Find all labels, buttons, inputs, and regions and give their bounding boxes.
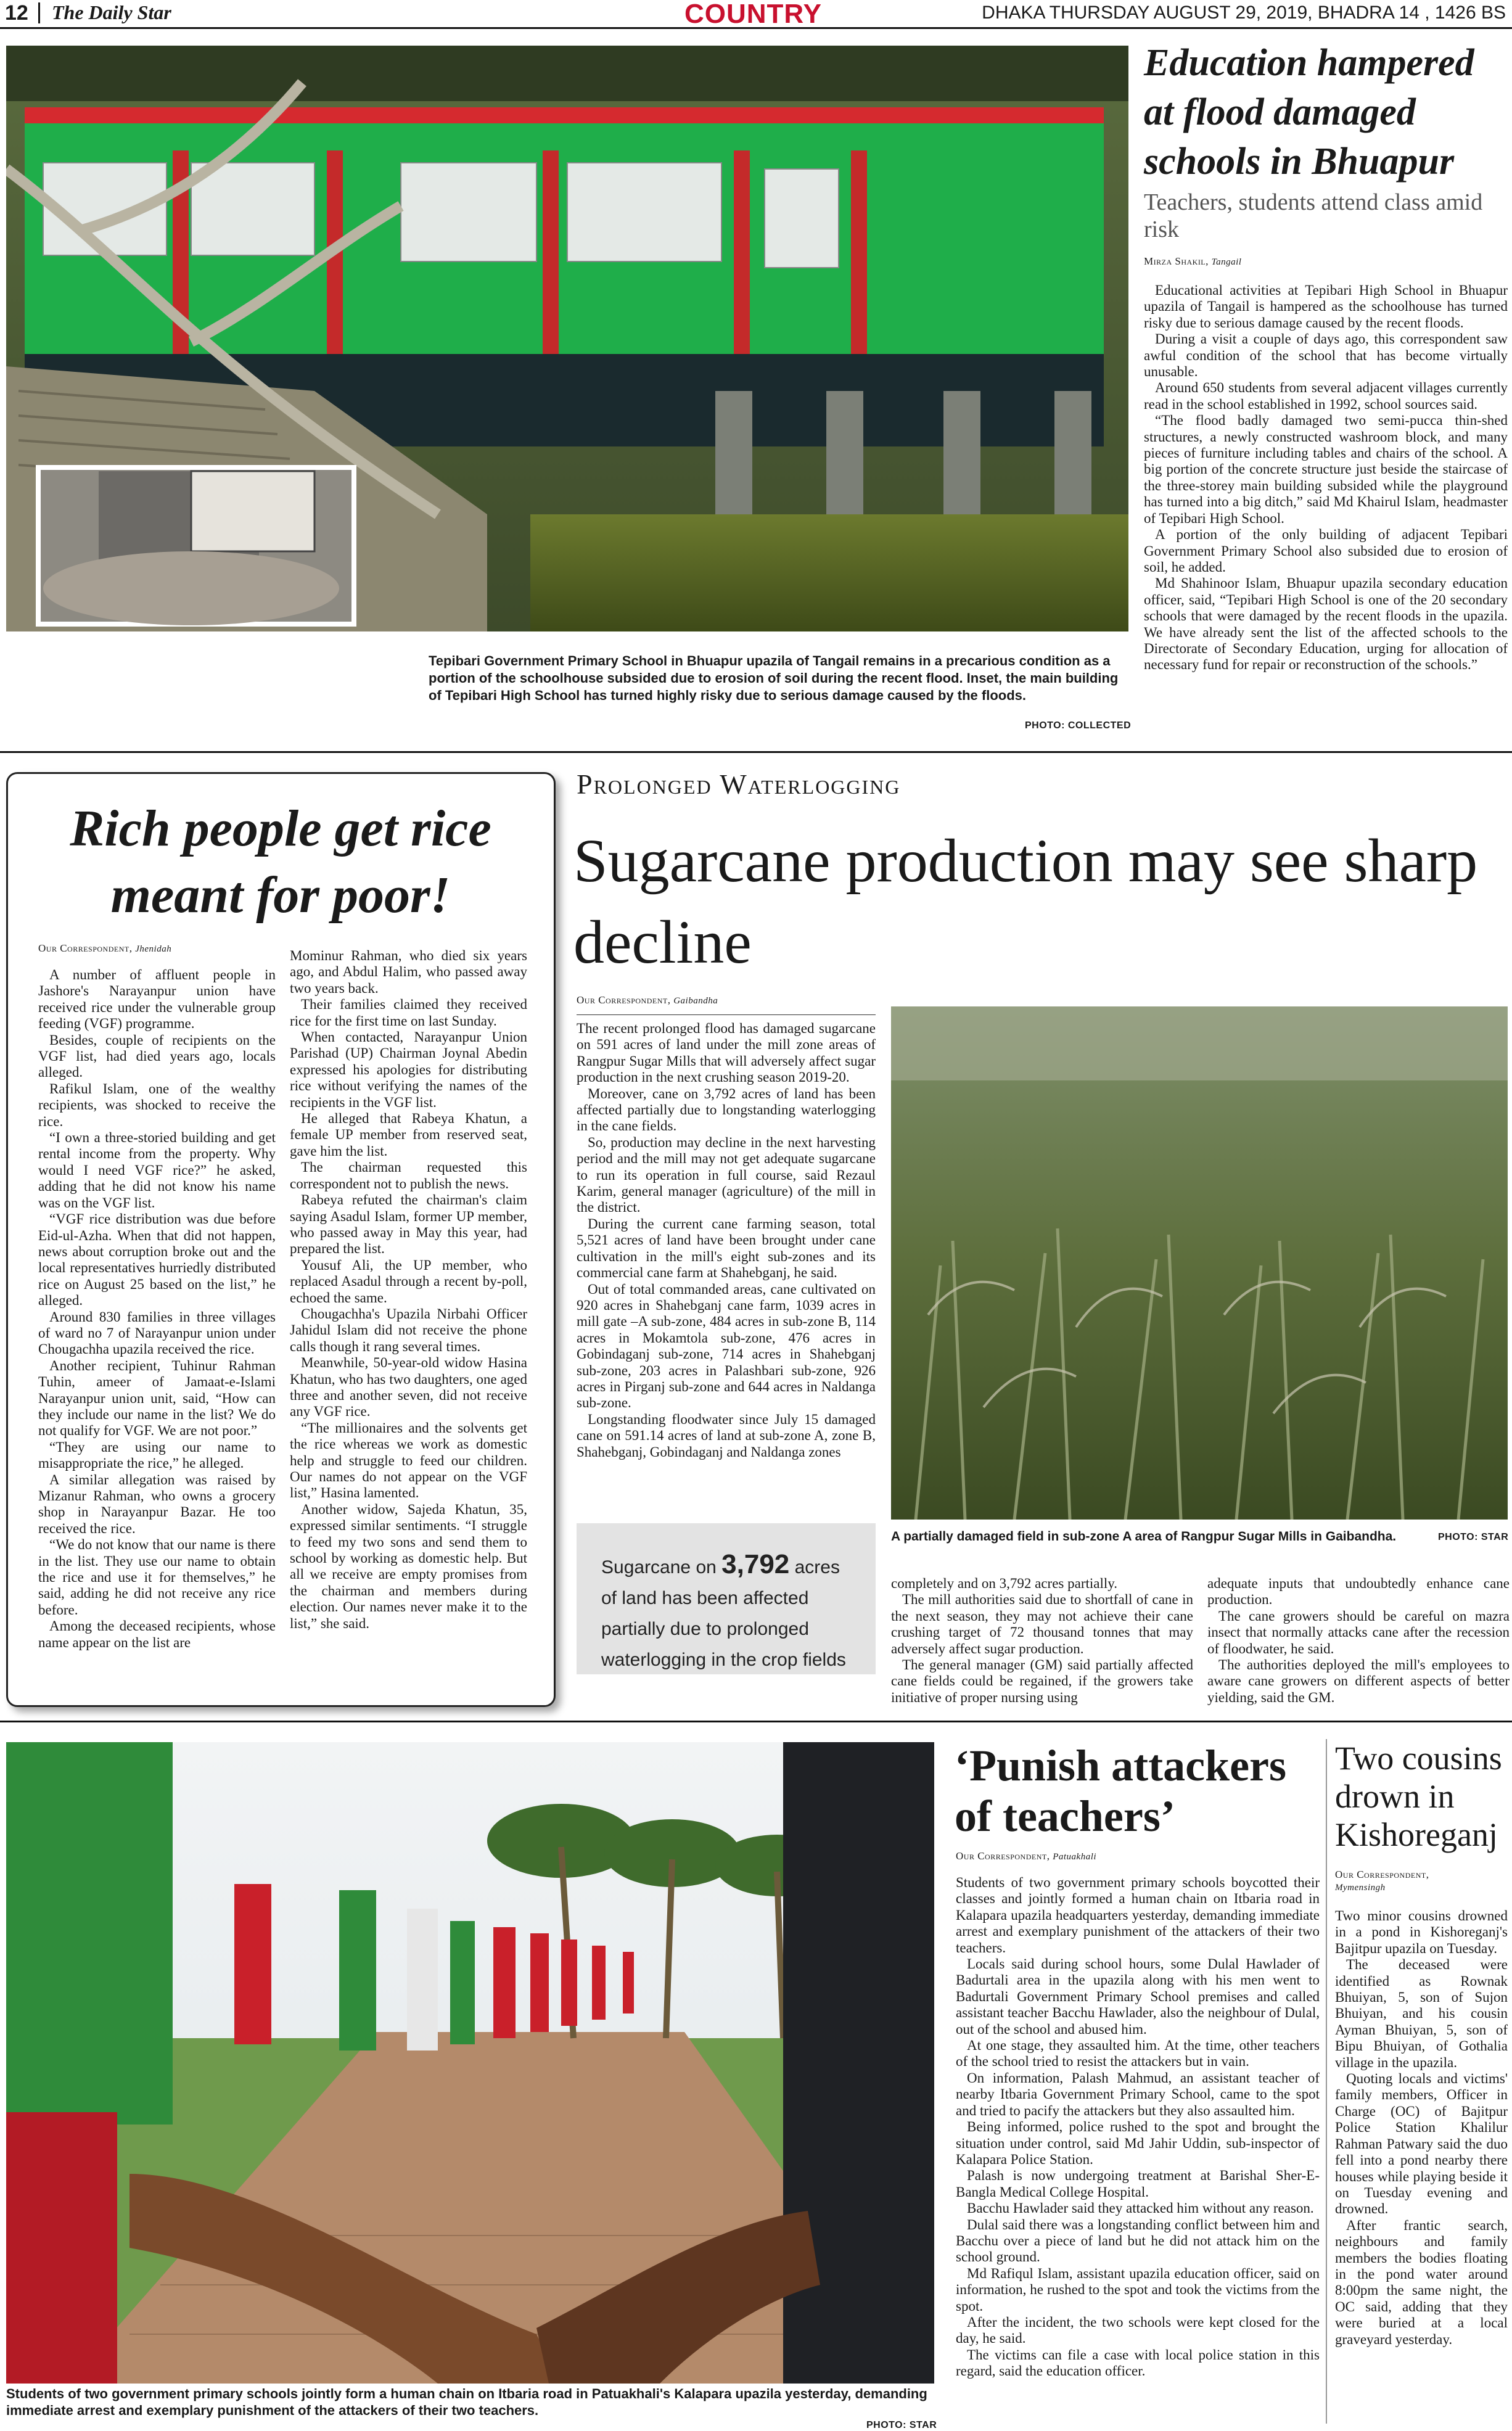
rice-paragraph: Yousuf Ali, the UP member, who replaced Asadul through a recent by-poll, echoed the same. bbox=[290, 1257, 527, 1306]
rice-paragraph: Chougachha's Upazila Nirbahi Officer Jahidul Islam did not receive the phone calls though it rang several times. bbox=[290, 1306, 527, 1354]
dateline: DHAKA THURSDAY AUGUST 29, 2019, BHADRA 14 , 1426 BS bbox=[982, 2, 1506, 23]
teachers-paragraph: Bacchu Hawlader said they attacked him without any reason. bbox=[967, 2200, 1314, 2216]
teachers-paragraph: Locals said during school hours, some Dulal Hawlader of Badurtali area in the upazila along with his men went to Badurtali Government Primary School premises and called assistant teacher Bacchu Hawlader, also the neighbour of Dulal, out of the school and abused him. bbox=[956, 1956, 1320, 2037]
school-paragraph: “The flood badly damaged two semi-pucca thin-shed structures, a newly constructed washroom block, and many pieces of furniture including tables and chairs of the school. A big portion of the concrete structure just beside the staircase of the three-storey main building subsided while the playground has turned into a big ditch,” said Md Khairul Islam, headmaster of Tepibari High School. bbox=[1144, 413, 1508, 526]
column-divider bbox=[1326, 1739, 1327, 2424]
sugar-paragraph: Longstanding floodwater since July 15 damaged cane on 591.14 acres of land at sub-zone A, zone B, Shahebganj, Gobindaganj and Naldanga zones bbox=[577, 1411, 876, 1460]
rice-paragraph: A number of affluent people in Jashore's Narayanpur union have received rice under the vulnerable group feeding (VGF) programme. bbox=[38, 967, 276, 1032]
rice-paragraph: “The millionaires and the solvents get the rice whereas we work as domestic help and struggle to feed our children. Our names do not appear on the VGF list,” Hasina lamented. bbox=[290, 1420, 527, 1501]
rice-paragraph: A similar allegation was raised by Mizanur Rahman, who owns a grocery shop in Narayanpur Bazar. He too received the rice. bbox=[38, 1471, 276, 1536]
rice-paragraph: “We do not know that our name is there in the list. They use our name to obtain the rice and use it for themselves,” he said, adding he did not receive any rice before. bbox=[38, 1537, 276, 1618]
cousins-headline: Two cousins drown in Kishoreganj bbox=[1335, 1740, 1502, 1853]
sugar-pullquote: Sugarcane on 3,792 acres of land has been affected partially due to prolonged waterlogging in the crop fields bbox=[601, 1549, 846, 1670]
rice-paragraph: Among the deceased recipients, whose name appear on the list are bbox=[38, 1618, 276, 1650]
school-subhead: Teachers, students attend class amid risk bbox=[1144, 189, 1483, 242]
teachers-paragraph: Being informed, police rushed to the spot and brought the situation under control, said Md Jahir Uddin, sub-inspector of Kalapara Police Station. bbox=[956, 2119, 1320, 2167]
rice-paragraph: When contacted, Narayanpur Union Parishad (UP) Chairman Joynal Abedin expressed his apologies for distributing rice without verifying the names of the recipients in the VGF list. bbox=[290, 1029, 527, 1110]
cousins-paragraph: Quoting locals and victims' family members, Officer in Charge (OC) of Bajitpur Police Station Khalilur Rahman Patwary said the duo fell into a pond nearby there houses while playing beside it on Tuesday evening and drowned. bbox=[1335, 2071, 1508, 2217]
school-paragraph: Around 650 students from several adjacent villages currently read in the school established in 1992, school sources said. bbox=[1144, 380, 1508, 412]
rice-column-1 bbox=[38, 967, 276, 1651]
cousins-paragraph: Two minor cousins drowned in a pond in Kishoreganj's Bajitpur upazila on Tuesday. bbox=[1335, 1908, 1508, 1956]
section-title: COUNTRY bbox=[684, 0, 822, 29]
rice-paragraph: He alleged that Rabeya Khatun, a female UP member from reserved seat, gave him the list. bbox=[290, 1111, 527, 1159]
sugar-paragraph: adequate inputs that undoubtedly enhance cane production. bbox=[1207, 1576, 1510, 1608]
section-rule bbox=[0, 1721, 1512, 1722]
human-chain-credit: PHOTO: STAR bbox=[866, 2420, 937, 2430]
teachers-paragraph: At one stage, they assaulted him. At the time, other teachers of the school tried to resist the attackers but in vain. bbox=[956, 2038, 1320, 2070]
human-chain-photo bbox=[6, 1742, 934, 2384]
rice-column-2 bbox=[290, 948, 527, 1632]
teachers-headline: ‘Punish attackers of teachers’ bbox=[955, 1741, 1286, 1841]
rice-byline: Our Correspondent, Jhenidah bbox=[38, 942, 172, 954]
sugar-paragraph: The general manager (GM) said partially affected cane fields could be regained, if the growers take initiative of proper nursing using bbox=[891, 1657, 1193, 1705]
human-chain-caption: Students of two government primary schools jointly form a human chain on Itbaria road in Patuakhali's Kalapara upazila yesterday, demanding immediate arrest and exemplary punishment of the attackers of their two teachers. bbox=[6, 2386, 927, 2418]
page-number: 12 bbox=[5, 1, 28, 25]
school-photo-caption: Tepibari Government Primary School in Bhuapur upazila of Tangail remains in a precarious condition as a portion of the schoolhouse subsided due to erosion of soil during the recent flood. Inset, the main building of Tepibari High School has turned highly risky due to serious damage caused by the floods. bbox=[429, 653, 1119, 703]
sugar-column-1 bbox=[577, 1021, 876, 1460]
rice-paragraph: Their families claimed they received rice for the first time on last Sunday. bbox=[290, 997, 527, 1029]
sugar-headline: Sugarcane production may see sharp decline bbox=[573, 826, 1478, 976]
cousins-byline: Our Correspondent, Mymensingh bbox=[1335, 1869, 1429, 1893]
teachers-paragraph: Students of two government primary schools boycotted their classes and jointly formed a human chain on Itbaria road in Kalapara upazila headquarters yesterday, demanding immediate arrest and exemplary punishment of the attackers of their two teachers. bbox=[956, 1875, 1320, 1956]
rice-paragraph: Rafikul Islam, one of the wealthy recipients, was shocked to receive the rice. bbox=[38, 1080, 276, 1129]
sugar-paragraph: Out of total commanded areas, cane cultivated on 920 acres in Shahebganj cane farm, 1039 acres in mill gate –A sub-zone, 484 acres in sub-zone B, 114 acres in Mokamtola sub-zone, 476 acres in Gobindaganj sub-zone, 714 acres in Shahebganj sub-zone, 203 acres in Palashbari sub-zone, 926 acres in Pirganj sub-zone and 644 acres in Naldanga sub-zone. bbox=[577, 1281, 876, 1411]
school-photo bbox=[6, 46, 1128, 631]
rice-paragraph: “I own a three-storied building and get rental income from the property. Why would I need VGF rice?” he asked, adding that he did not know his name was on the VGF list. bbox=[38, 1130, 276, 1211]
cousins-body bbox=[1335, 1908, 1508, 2348]
rice-paragraph: Besides, couple of recipients on the VGF list, had died years ago, locals alleged. bbox=[38, 1032, 276, 1080]
rice-paragraph: Another recipient, Tuhinur Rahman Tuhin, ameer of Jamaat-e-Islami Narayanpur union unit, said, “How can they include our name in the list? We do not qualify for VGF. We are not poor.” bbox=[38, 1357, 276, 1439]
rice-paragraph: Mominur Rahman, who died six years ago, and Abdul Halim, who passed away two years back. bbox=[290, 948, 527, 996]
rice-paragraph: The chairman requested this correspondent not to publish the news. bbox=[290, 1159, 527, 1191]
school-paragraph: Md Shahinoor Islam, Bhuapur upazila secondary education officer, said, “Tepibari High School is one of the 20 secondary schools that were damaged by the recent floods in the upazila. We have already sent the list of the affected schools to the Directorate of Secondary Education, urging for allocation of necessary fund for repair or reconstruction of the schools.” bbox=[1144, 575, 1508, 673]
sugarcane-photo bbox=[891, 1006, 1508, 1520]
sugar-paragraph: The cane growers should be careful on mazra insect that normally attacks cane after the recession of floodwater, he said. bbox=[1207, 1608, 1510, 1656]
sugar-paragraph: During the current cane farming season, total 5,521 acres of land have been brought under cane cultivation in the mill's eight sub-zones and its commercial cane farm at Shahebganj, he said. bbox=[577, 1216, 876, 1281]
rice-paragraph: “VGF rice distribution was due before Eid-ul-Azha. When that did not happen, news about corruption broke out and the local representatives hurriedly distributed rice on August 25 based on the list,” he alleged. bbox=[38, 1211, 276, 1309]
school-paragraph: A portion of the only building of adjacent Tepibari Government Primary School also subsided due to erosion of soil, he added. bbox=[1144, 527, 1508, 575]
header-divider bbox=[38, 2, 40, 23]
sugar-byline: Our Correspondent, Gaibandha bbox=[577, 994, 718, 1006]
sugarcane-photo-credit: PHOTO: STAR bbox=[1438, 1532, 1509, 1542]
teachers-paragraph: Palash is now undergoing treatment at Barishal Sher-E-Bangla Medical College Hospital. bbox=[956, 2168, 1320, 2200]
sugar-paragraph: The recent prolonged flood has damaged sugarcane on 591 acres of land under the mill zone areas of Rangpur Sugar Mills that will adversely affect sugar production in the next crushing season 2019-20. bbox=[577, 1021, 876, 1085]
school-paragraph: Educational activities at Tepibari High School in Bhuapur upazila of Tangail is hampered as the schoolhouse has turned risky due to serious damage caused by the recent floods. bbox=[1144, 282, 1508, 331]
section-rule bbox=[0, 751, 1512, 753]
sugar-kicker: Prolonged Waterlogging bbox=[577, 768, 901, 800]
school-body bbox=[1144, 282, 1508, 673]
cousins-paragraph: The deceased were identified as Rownak Bhuiyan, 5, son of Sujon Bhuiyan, and his cousin Ayman Bhuiyan, 5, son of Bipu Bhuiyan, of Gothalia village in the upazila. bbox=[1335, 1957, 1508, 2070]
teachers-byline: Our Correspondent, Patuakhali bbox=[956, 1850, 1097, 1862]
sugar-paragraph: The mill authorities said due to shortfall of cane in the next season, they may not achieve their cane crushing target of 72 thousand tonnes that may adversely affect sugar production. bbox=[891, 1592, 1193, 1656]
teachers-paragraph: Md Rafiqul Islam, assistant upazila education officer, said on information, he rushed to the spot and took the victims from the spot. bbox=[956, 2265, 1320, 2314]
school-headline: Education hampered at flood damaged schools in Bhuapur bbox=[1144, 42, 1474, 183]
teachers-paragraph: After the incident, the two schools were kept closed for the day, he said. bbox=[956, 2314, 1320, 2347]
rice-headline: Rich people get rice meant for poor! bbox=[70, 800, 491, 924]
sugar-paragraph: completely and on 3,792 acres partially. bbox=[891, 1576, 1118, 1591]
teachers-paragraph: On information, Palash Mahmud, an assistant teacher of nearby Itbaria Government Primary School, came to the spot and tried to pacify the attackers but they also assaulted him. bbox=[956, 2070, 1320, 2118]
school-photo-credit: PHOTO: COLLECTED bbox=[1025, 720, 1132, 731]
masthead-logo: The Daily Star bbox=[52, 1, 171, 23]
sugar-byline-rule bbox=[577, 1014, 876, 1015]
rice-paragraph: Rabeya refuted the chairman's claim saying Asadul Islam, former UP member, who passed away in May this year, had prepared the list. bbox=[290, 1192, 527, 1257]
teachers-paragraph: The victims can file a case with local police station in this regard, said the education officer. bbox=[956, 2347, 1320, 2379]
pullquote-number: 3,792 bbox=[721, 1549, 790, 1579]
sugarcane-photo-caption: A partially damaged field in sub-zone A area of Rangpur Sugar Mills in Gaibandha. bbox=[891, 1529, 1397, 1544]
school-byline: Mirza Shakil, Tangail bbox=[1144, 255, 1242, 267]
sugar-column-3 bbox=[1207, 1576, 1510, 1706]
sugar-paragraph: Moreover, cane on 3,792 acres of land has been affected partially due to longstanding waterlogging in the cane fields. bbox=[577, 1085, 876, 1134]
school-paragraph: During a visit a couple of days ago, this correspondent saw awful condition of the school that has become virtually unusable. bbox=[1144, 331, 1508, 380]
teachers-body bbox=[956, 1875, 1320, 2380]
sugar-column-2 bbox=[891, 1576, 1193, 1706]
sugar-paragraph: So, production may decline in the next harvesting period and the mill may not get adequate sugarcane to run its operation in full course, said Rezaul Karim, general manager (agriculture) of the mill in the district. bbox=[577, 1134, 876, 1216]
rice-paragraph: “They are using our name to misappropriate the rice,” he alleged. bbox=[38, 1439, 276, 1471]
sugar-paragraph: The authorities deployed the mill's employees to aware cane growers on different aspects of better yielding, said the GM. bbox=[1207, 1657, 1510, 1705]
rice-paragraph: Around 830 families in three villages of ward no 7 of Narayanpur union under Chougachha upazila received the rice. bbox=[38, 1309, 276, 1357]
rice-paragraph: Another widow, Sajeda Khatun, 35, expressed similar sentiments. “I struggle to feed my two sons and send them to school by working as domestic help. But all we receive are empty promises from the chairman and members during election. Our names never make it to the list,” she said. bbox=[290, 1501, 527, 1631]
cousins-paragraph: After frantic search, neighbours and family members the bodies floating in the pond water around 8:00pm the same night, the OC said, adding that they were buried at a local graveyard yesterday. bbox=[1335, 2217, 1508, 2347]
rice-paragraph: Meanwhile, 50-year-old widow Hasina Khatun, who has two daughters, one aged three and another seven, did not receive any VGF rice. bbox=[290, 1355, 527, 1420]
teachers-paragraph: Dulal said there was a longstanding conflict between him and Bacchu over a piece of land but he did not attack him on the school ground. bbox=[956, 2216, 1320, 2265]
